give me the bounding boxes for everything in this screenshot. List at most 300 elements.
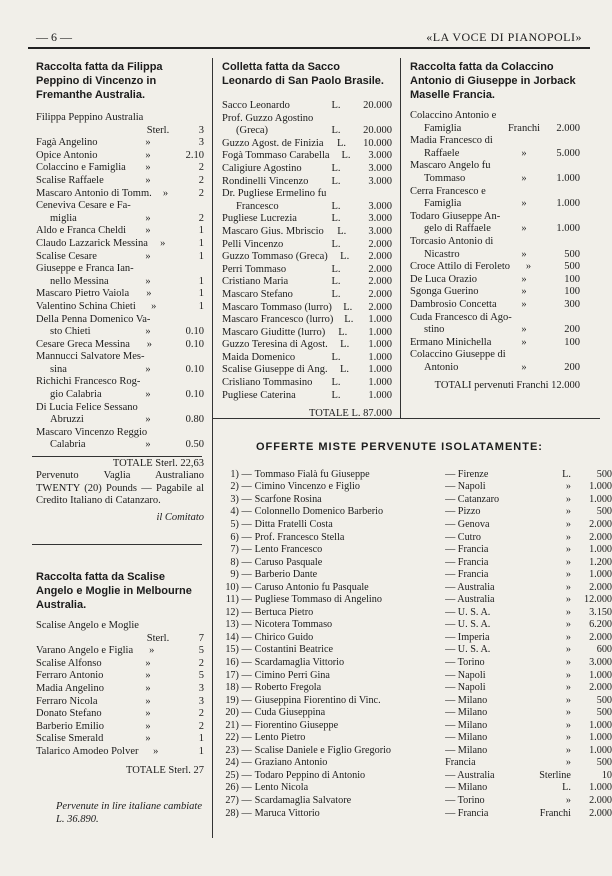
donor-name: Cuda Francesco di Ago- (410, 311, 512, 323)
offerta-number: 1) — (230, 468, 252, 480)
donor-name: Scalise Raffaele (36, 174, 104, 186)
donor-name: Valentino Schina Chieti (36, 300, 136, 312)
offerta-donor: Chirico Guido (254, 631, 314, 643)
offerta-amount: 2.000 (589, 794, 612, 806)
currency-mark: » (521, 172, 527, 184)
currency-mark: L. (331, 200, 341, 212)
currency-mark: » (145, 212, 151, 224)
offerta-number: 4) — (230, 506, 252, 518)
donor-name: stino (424, 324, 445, 336)
offerta-row (222, 493, 612, 506)
offerta-amount: 500 (596, 707, 612, 719)
offerta-city: — Pizzo (445, 506, 481, 518)
offerta-amount: 500 (596, 757, 612, 769)
donor-row (222, 239, 392, 252)
donor-row (36, 301, 204, 314)
offerta-donor: Tommaso Fialà fu Giuseppe (254, 468, 370, 480)
donation-amount: 0.50 (185, 439, 204, 451)
currency-mark: » (145, 414, 151, 426)
donor-name: Prof. Guzzo Agostino (222, 112, 314, 124)
donor-name: Di Lucia Felice Sessano (36, 401, 138, 413)
donation-amount: 2.000 (368, 301, 392, 313)
offerta-donor: Graziano Antonio (254, 757, 328, 769)
donation-amount: 3.000 (368, 162, 392, 174)
donor-row (222, 339, 392, 352)
donation-amount: 2 (198, 187, 204, 199)
currency-mark: » (151, 300, 157, 312)
donor-row (36, 645, 204, 658)
donation-amount: 3.000 (368, 150, 392, 162)
offerta-city: — Francia (445, 569, 489, 581)
offerta-amount: 3.150 (589, 606, 612, 618)
offerta-currency: » (565, 481, 571, 493)
donor-name: Mannucci Salvatore Mes- (36, 351, 145, 363)
section-title: Raccolta fatta da Filippa Peppino di Vincenzo in Fremanthe Australia. (36, 61, 163, 101)
donor-name: Scalise Giuseppe di Ang. (222, 364, 328, 376)
offerta-amount: 500 (596, 694, 612, 706)
donor-name: Antonio (424, 361, 459, 373)
offerta-donor: Caruso Antonio fu Pasquale (254, 581, 369, 593)
offerta-row (222, 568, 612, 581)
currency-mark: » (146, 338, 152, 350)
offerta-number: 20) — (225, 707, 252, 719)
offerta-amount: 1.200 (589, 556, 612, 568)
offerta-amount: 12.000 (583, 594, 612, 606)
offerta-city: — Imperia (445, 631, 490, 643)
donor-list (222, 100, 392, 402)
offerta-number: 19) — (225, 694, 252, 706)
donor-row (222, 302, 392, 315)
donor-row (410, 362, 580, 375)
donor-row (222, 289, 392, 302)
donor-row (222, 251, 392, 264)
currency-mark: » (521, 273, 527, 285)
donor-row (410, 160, 580, 173)
offerta-amount: 1.000 (589, 493, 612, 505)
donor-row (222, 113, 392, 126)
offerta-donor: Scarfone Rosina (254, 493, 322, 505)
offerta-number: 3) — (230, 493, 252, 505)
donation-amount: 2 (198, 162, 204, 174)
currency-mark: L. (331, 351, 341, 363)
donor-row (222, 138, 392, 151)
offerta-currency: » (565, 556, 571, 568)
donor-name: Croce Attilo di Feroleto (410, 261, 511, 273)
donor-row (410, 249, 580, 262)
section-total: TOTALE Sterl. 27 (126, 764, 204, 776)
donor-name: Scalise Cesare (36, 250, 97, 262)
currency-mark: L. (331, 125, 341, 137)
donor-name: Famiglia (424, 198, 462, 210)
offerta-number: 13) — (225, 619, 252, 631)
donation-amount: 20.000 (363, 125, 392, 137)
offerta-currency: » (565, 694, 571, 706)
currency-mark: Franchi (507, 122, 541, 134)
currency-mark: » (162, 187, 169, 199)
offerta-number: 23) — (225, 744, 252, 756)
donor-row (36, 670, 204, 683)
donation-amount: 3 (198, 137, 204, 149)
donation-amount: 0.10 (185, 363, 204, 375)
donor-row (36, 683, 204, 696)
offerta-city: — Australia (445, 581, 495, 593)
donor-name: Claudo Lazzarick Messina (36, 237, 148, 249)
offerta-donor: Scalise Daniele e Figlio Gregorio (254, 744, 392, 756)
section-total: TOTALE Sterl. 22,63 (112, 458, 204, 470)
offerta-currency: » (565, 732, 571, 744)
donor-row (410, 286, 580, 299)
col2-section-sacco (222, 60, 392, 421)
donor-row (222, 327, 392, 340)
offerta-city: — Francia (445, 544, 489, 556)
offerta-row (222, 744, 612, 757)
donor-name: Crisliano Tommasino (222, 377, 313, 389)
offerta-currency: » (565, 631, 571, 643)
donation-amount: 2 (198, 720, 204, 732)
donor-name: Ferraro Antonio (36, 670, 104, 682)
donor-row (410, 324, 580, 337)
currency-mark: » (145, 657, 151, 669)
donation-amount (179, 314, 204, 327)
donor-name: Raffaele (424, 147, 460, 159)
offerta-amount: 1.000 (589, 669, 612, 681)
offerta-city: — Firenze (445, 468, 489, 480)
offerta-donor: Pugliese Tommaso di Angelino (254, 594, 382, 606)
offerta-number: 2) — (230, 481, 252, 493)
offerta-currency: » (565, 581, 571, 593)
donor-name: Cesare Greca Messina (36, 338, 130, 350)
donor-name: De Luca Orazio (410, 273, 478, 285)
currency-mark: » (149, 645, 155, 657)
donor-name: miglia (50, 212, 77, 224)
donation-amount: 2.000 (368, 263, 392, 275)
donor-row (36, 276, 204, 289)
donation-amount: 2.000 (368, 288, 392, 300)
donor-name: Caligiure Agostino (222, 162, 302, 174)
offerta-number: 15) — (225, 644, 252, 656)
currency-mark: » (145, 720, 151, 732)
offerta-row (222, 581, 612, 594)
offerta-city: — U. S. A. (445, 619, 491, 631)
donor-name: nello Messina (50, 275, 109, 287)
offerta-row (222, 531, 612, 544)
offerta-currency: » (565, 669, 571, 681)
donor-row (222, 276, 392, 289)
donor-name: Donato Stefano (36, 708, 102, 720)
donation-amount (177, 427, 204, 440)
offerta-amount: 1.000 (589, 782, 612, 794)
currency-mark: L. (340, 251, 350, 263)
currency-mark (140, 376, 173, 389)
donor-name: gelo di Raffaele (424, 223, 491, 235)
donation-amount: 2 (198, 657, 204, 669)
offerta-city: Francia (445, 757, 476, 769)
offerta-amount: 1.000 (589, 744, 612, 756)
offerta-city: — U. S. A. (445, 606, 491, 618)
currency-mark: L. (331, 288, 341, 300)
donor-row (222, 201, 392, 214)
offerta-city: — Napoli (445, 669, 486, 681)
donation-amount: 500 (564, 261, 580, 273)
currency-mark (138, 402, 173, 415)
donation-amount: 3.000 (368, 175, 392, 187)
donation-amount: 1.000 (368, 326, 392, 338)
offerta-row (222, 506, 612, 519)
donation-amount: 1 (198, 300, 204, 312)
currency-mark: » (521, 248, 527, 260)
offerta-row (222, 619, 612, 632)
currency-mark: L. (338, 326, 348, 338)
offerta-donor: Cuda Giuseppina (254, 707, 326, 719)
donor-name: Mascaro Vincenzo Reggio (36, 426, 148, 438)
donor-name: Abruzzi (50, 414, 84, 426)
donor-name: Colaccino e Famiglia (36, 162, 126, 174)
offerta-city: — Catanzaro (445, 493, 500, 505)
offerta-number: 17) — (225, 669, 252, 681)
donor-name: Madia Francesco di (410, 135, 493, 147)
donation-amount: 200 (564, 361, 580, 373)
column-divider-1 (212, 58, 213, 838)
offerta-currency: » (565, 531, 571, 543)
offerta-number: 11) — (225, 594, 252, 606)
column-divider-2 (400, 58, 401, 418)
donor-row (222, 377, 392, 390)
offerta-row (222, 782, 612, 795)
offerta-city: — Milano (445, 744, 488, 756)
currency-mark: L. (331, 213, 341, 225)
donation-amount: 1.000 (368, 339, 392, 351)
donation-amount: 5 (198, 670, 204, 682)
donor-row (36, 389, 204, 402)
offerta-donor: Barberio Dante (254, 569, 318, 581)
donor-row (410, 223, 580, 236)
donation-amount: 0.10 (185, 338, 204, 350)
offerta-row (222, 606, 612, 619)
offerta-amount: 6.200 (589, 619, 612, 631)
currency-mark: » (145, 439, 151, 451)
donation-amount: 100 (564, 336, 580, 348)
offerta-city: — Milano (445, 694, 488, 706)
currency-mark: » (521, 336, 527, 348)
section-title: Raccolta fatta da Scalise Angelo e Moglie in Melbourne Australia. (36, 571, 192, 611)
offerta-donor: Roberto Fregola (254, 682, 322, 694)
offerta-city: — Milano (445, 732, 488, 744)
donor-row (410, 236, 580, 249)
offerta-number: 24) — (225, 757, 252, 769)
currency-mark: L. (331, 263, 341, 275)
donor-name: Todaro Giuseppe An- (410, 210, 501, 222)
donor-row (36, 175, 204, 188)
currency-mark: » (521, 198, 527, 210)
currency-mark: » (145, 326, 151, 338)
offerta-row (222, 481, 612, 494)
offerte-table (222, 468, 612, 819)
currency-mark: L. (343, 301, 353, 313)
donation-amount: 2.000 (368, 251, 392, 263)
currency-mark (504, 236, 544, 249)
offerta-row (222, 719, 612, 732)
offerta-currency: » (565, 644, 571, 656)
donation-amount: 1 (198, 745, 204, 757)
offerta-currency: » (565, 619, 571, 631)
donation-amount: 1.000 (368, 377, 392, 389)
donor-row (222, 264, 392, 277)
currency-mark: » (145, 733, 151, 745)
donation-amount: 3.000 (368, 200, 392, 212)
donor-row (36, 263, 204, 276)
donor-name: Scalise Smerald (36, 733, 104, 745)
currency-mark: » (521, 147, 527, 159)
donation-amount: 10.000 (363, 137, 392, 149)
donation-amount: 1 (198, 237, 204, 249)
donation-amount (544, 211, 580, 224)
offerta-number: 27) — (225, 794, 252, 806)
section-title: Raccolta fatta da Colaccino Antonio di Giuseppe in Jorback Maselle Francia. (410, 61, 576, 101)
currency-mark (512, 312, 548, 325)
donor-row (410, 211, 580, 224)
note-signature: il Comitato (156, 511, 204, 523)
offerta-city: — Francia (445, 807, 489, 819)
donor-row (410, 135, 580, 148)
offerta-donor: Scardamaglia Salvatore (254, 794, 352, 806)
donor-name: Fogà Tommaso Carabella (222, 150, 330, 162)
donation-amount: 2.10 (185, 149, 204, 161)
offerta-donor: Colonnello Domenico Barberio (254, 506, 384, 518)
offerta-number: 22) — (225, 732, 252, 744)
offerta-number: 10) — (225, 581, 252, 593)
donor-row (36, 402, 204, 415)
offerta-currency: » (565, 518, 571, 530)
offerta-amount: 2.000 (589, 581, 612, 593)
currency-mark (504, 135, 544, 148)
offerta-amount: 1.000 (589, 732, 612, 744)
currency-mark: L. (331, 175, 341, 187)
donor-name: sina (50, 363, 67, 375)
offerta-currency: » (565, 493, 571, 505)
offerta-donor: Nicotera Tommaso (254, 619, 333, 631)
donation-amount: 2.000 (368, 276, 392, 288)
donation-amount: 1.000 (368, 364, 392, 376)
donor-name: Dr. Pugliese Ermelino fu (222, 188, 327, 200)
offerta-donor: Bertuca Pietro (254, 606, 314, 618)
donor-name: Dambrosio Concetta (410, 298, 497, 310)
donor-row (410, 110, 580, 123)
currency-mark: » (525, 261, 532, 273)
offerta-row (222, 757, 612, 770)
donor-name: (Greca) (236, 125, 269, 137)
offerta-currency: » (565, 506, 571, 518)
currency-mark: » (145, 137, 151, 149)
donor-row (222, 176, 392, 189)
donor-name: Ceneviva Cesare e Fa- (36, 200, 131, 212)
offerta-row (222, 468, 612, 481)
donor-name: Mascaro Antonio di Tomm. (36, 187, 152, 199)
donation-amount: 1.000 (556, 223, 580, 235)
offerta-amount: 2.000 (589, 531, 612, 543)
offerta-amount: 600 (596, 644, 612, 656)
offerta-amount: 2.000 (589, 682, 612, 694)
section-total: TOTALE L. 87.000 (309, 408, 392, 420)
currency-mark: L. (340, 364, 350, 376)
offerta-number: 9) — (230, 569, 252, 581)
currency-mark (504, 160, 544, 173)
offerta-city: — Milano (445, 707, 488, 719)
donor-row (222, 314, 392, 327)
donor-row (410, 312, 580, 325)
donor-name: Cerra Francesco e (410, 185, 486, 197)
offerta-number: 5) — (230, 518, 252, 530)
donation-amount (544, 110, 580, 123)
donor-row (36, 427, 204, 440)
offerta-currency: » (565, 707, 571, 719)
currency-mark (147, 427, 177, 440)
donor-name: Guzzo Agost. de Finizia (222, 137, 324, 149)
offerta-amount: 2.000 (589, 631, 612, 643)
offerta-row (222, 794, 612, 807)
donation-amount: 1.000 (368, 389, 392, 401)
offerta-donor: Scardamaglia Vittorio (254, 656, 345, 668)
donor-row (410, 261, 580, 274)
donor-name: Tommaso (424, 172, 466, 184)
currency-mark: L. (331, 377, 341, 389)
donor-row (222, 390, 392, 403)
currency-mark: L. (340, 339, 350, 351)
donation-amount (548, 312, 580, 325)
offerta-city: — Francia (445, 556, 489, 568)
donor-row (36, 733, 204, 746)
donor-row (36, 213, 204, 226)
offerta-amount: 1.000 (589, 544, 612, 556)
donor-row (36, 326, 204, 339)
donation-amount: 5.000 (556, 147, 580, 159)
offerta-city: — Napoli (445, 481, 486, 493)
offerta-donor: Cimino Vincenzo e Figlio (254, 481, 360, 493)
offerta-city: — Torino (445, 794, 485, 806)
offerta-donor: Lento Pietro (254, 732, 306, 744)
currency-mark: » (521, 324, 527, 336)
donation-amount (544, 160, 580, 173)
offerta-donor: Lento Nicola (254, 782, 309, 794)
donor-name: Mascaro Stefano (222, 288, 293, 300)
offerta-currency: » (565, 682, 571, 694)
donor-row (36, 314, 204, 327)
donor-name: Rondinelli Vincenzo (222, 175, 309, 187)
donor-name: Ermano Minichella (410, 336, 492, 348)
donation-amount (173, 402, 204, 415)
donor-name: Opice Antonio (36, 149, 98, 161)
donor-name: gio Calabria (50, 389, 102, 401)
donation-amount: 5 (198, 645, 204, 657)
offerta-amount: 1.000 (589, 481, 612, 493)
offerte-title: OFFERTE MISTE PERVENUTE ISOLATAMENTE: (256, 441, 543, 453)
section-footnote: Pervenute in lire italiane cambiate L. 36.890. (56, 801, 202, 825)
donor-row (410, 274, 580, 287)
offerta-row (222, 543, 612, 556)
donor-name: Sacco Leonardo (222, 100, 290, 111)
donor-name: Mascaro Gius. Mbriscio (222, 225, 324, 237)
offerta-donor: Giuseppina Fiorentino di Vinc. (254, 694, 381, 706)
donor-name: Della Penna Domenico Va- (36, 313, 151, 325)
offerta-currency: » (565, 606, 571, 618)
donor-name: Madia Angelino (36, 682, 104, 694)
offerta-row (222, 694, 612, 707)
donor-name: Perri Tommaso (222, 263, 287, 275)
currency-mark (326, 188, 361, 201)
currency-mark (144, 351, 175, 364)
donation-amount: 0.10 (185, 326, 204, 338)
vaglia-note (36, 470, 204, 524)
currency-mark: » (160, 237, 166, 249)
